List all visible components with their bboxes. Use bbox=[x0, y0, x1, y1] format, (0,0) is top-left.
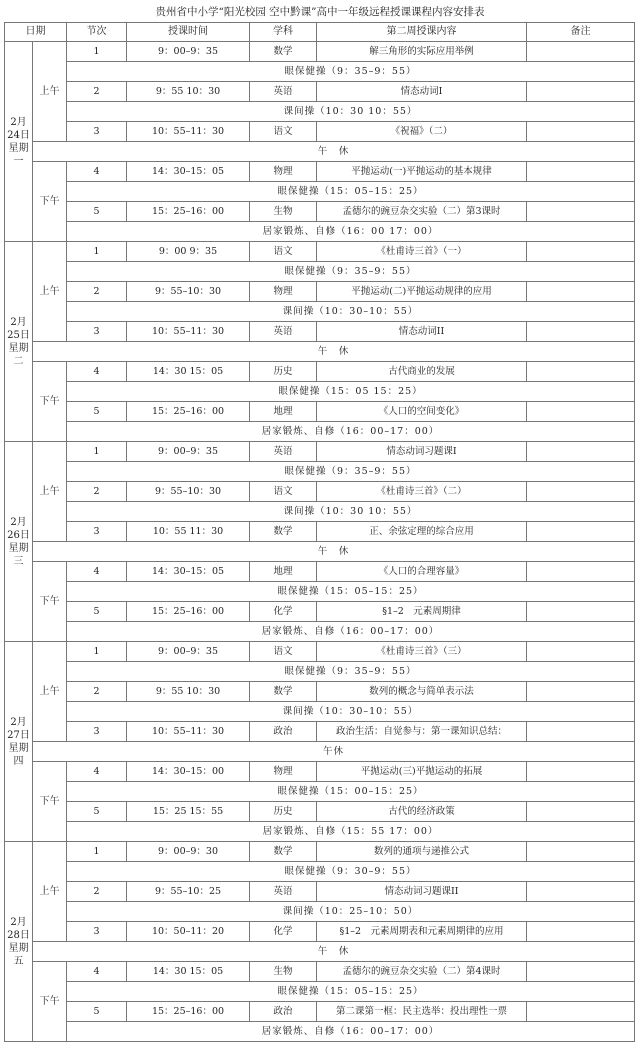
noon-row bbox=[5, 742, 635, 762]
lesson-row bbox=[5, 282, 635, 302]
subject-cell: 语文 bbox=[250, 482, 317, 502]
break-cell: 眼保健操（9：35–9：55） bbox=[67, 462, 635, 482]
subject-cell: 英语 bbox=[250, 322, 317, 342]
subject-cell: 英语 bbox=[250, 882, 317, 902]
lesson-row bbox=[5, 242, 635, 262]
period-cell: 4 bbox=[67, 762, 127, 782]
remark-cell bbox=[527, 922, 635, 942]
time-cell: 9：00–9：35 bbox=[127, 642, 250, 662]
period-cell: 4 bbox=[67, 162, 127, 182]
period-cell: 1 bbox=[67, 242, 127, 262]
remark-cell bbox=[527, 522, 635, 542]
break-row bbox=[5, 702, 635, 722]
lesson-row bbox=[5, 82, 635, 102]
break-cell: 眼保健操（9：30–9：55） bbox=[67, 862, 635, 882]
time-cell: 9：55 10：30 bbox=[127, 682, 250, 702]
period-cell: 3 bbox=[67, 122, 127, 142]
content-cell: 情态动词I bbox=[317, 82, 527, 102]
header-time: 授课时间 bbox=[127, 23, 250, 42]
content-cell: 《杜甫诗三首》（二） bbox=[317, 482, 527, 502]
lesson-row bbox=[5, 522, 635, 542]
content-cell: 正、余弦定理的综合应用 bbox=[317, 522, 527, 542]
afternoon-label: 下午 bbox=[33, 362, 67, 442]
subject-cell: 地理 bbox=[250, 562, 317, 582]
noon-break-cell: 午休 bbox=[33, 742, 635, 762]
lesson-row bbox=[5, 42, 635, 62]
period-cell: 3 bbox=[67, 522, 127, 542]
time-cell: 14：30–15：00 bbox=[127, 762, 250, 782]
remark-cell bbox=[527, 802, 635, 822]
remark-cell bbox=[527, 282, 635, 302]
time-cell: 10：55–11：30 bbox=[127, 722, 250, 742]
content-cell: 数列的概念与简单表示法 bbox=[317, 682, 527, 702]
header-date: 日期 bbox=[5, 23, 67, 42]
subject-cell: 语文 bbox=[250, 242, 317, 262]
break-cell: 眼保健操（9：35–9：55） bbox=[67, 62, 635, 82]
period-cell: 1 bbox=[67, 42, 127, 62]
time-cell: 9：00–9：35 bbox=[127, 442, 250, 462]
remark-cell bbox=[527, 162, 635, 182]
break-cell: 眼保健操（15：05–15：25） bbox=[67, 982, 635, 1002]
subject-cell: 数学 bbox=[250, 522, 317, 542]
time-cell: 9：55–10：30 bbox=[127, 282, 250, 302]
content-cell: 《人口的合理容量》 bbox=[317, 562, 527, 582]
lesson-row bbox=[5, 162, 635, 182]
subject-cell: 数学 bbox=[250, 682, 317, 702]
subject-cell: 语文 bbox=[250, 642, 317, 662]
subject-cell: 语文 bbox=[250, 122, 317, 142]
break-cell: 眼保健操（9：35–9：55） bbox=[67, 662, 635, 682]
header-content: 第二周授课内容 bbox=[317, 23, 527, 42]
content-cell: 情态动词II bbox=[317, 322, 527, 342]
break-cell: 课间操（10：30 10：55） bbox=[67, 502, 635, 522]
break-cell: 居家锻炼、自修（16：00–17：00） bbox=[67, 622, 635, 642]
time-cell: 10：50–11：20 bbox=[127, 922, 250, 942]
remark-cell bbox=[527, 322, 635, 342]
content-cell: 情态动词习题课II bbox=[317, 882, 527, 902]
break-row bbox=[5, 222, 635, 242]
remark-cell bbox=[527, 402, 635, 422]
break-row bbox=[5, 782, 635, 802]
period-cell: 2 bbox=[67, 282, 127, 302]
period-cell: 3 bbox=[67, 322, 127, 342]
remark-cell bbox=[527, 842, 635, 862]
break-row bbox=[5, 662, 635, 682]
content-cell: 《杜甫诗三首》（三） bbox=[317, 642, 527, 662]
date-cell: 2月28日 星期五 bbox=[5, 842, 33, 1042]
break-row bbox=[5, 182, 635, 202]
header-period: 节次 bbox=[67, 23, 127, 42]
period-cell: 1 bbox=[67, 442, 127, 462]
noon-row bbox=[5, 342, 635, 362]
period-cell: 5 bbox=[67, 602, 127, 622]
break-row bbox=[5, 382, 635, 402]
noon-break-cell: 午 休 bbox=[33, 142, 635, 162]
break-cell: 课间操（10：25–10：50） bbox=[67, 902, 635, 922]
break-cell: 课间操（10：30–10：55） bbox=[67, 302, 635, 322]
content-cell: 孟德尔的豌豆杂交实验（二）第3课时 bbox=[317, 202, 527, 222]
content-cell: 数列的通项与递推公式 bbox=[317, 842, 527, 862]
remark-cell bbox=[527, 962, 635, 982]
period-cell: 2 bbox=[67, 682, 127, 702]
remark-cell bbox=[527, 642, 635, 662]
noon-row bbox=[5, 942, 635, 962]
break-cell: 居家锻炼、自修（15：55 17：00） bbox=[67, 822, 635, 842]
break-row bbox=[5, 262, 635, 282]
period-cell: 5 bbox=[67, 1002, 127, 1022]
content-cell: 政治生活：自觉参与：第一课知识总结： bbox=[317, 722, 527, 742]
subject-cell: 物理 bbox=[250, 282, 317, 302]
lesson-row bbox=[5, 562, 635, 582]
remark-cell bbox=[527, 1002, 635, 1022]
subject-cell: 历史 bbox=[250, 802, 317, 822]
break-row bbox=[5, 982, 635, 1002]
break-row bbox=[5, 422, 635, 442]
subject-cell: 英语 bbox=[250, 82, 317, 102]
period-cell: 5 bbox=[67, 802, 127, 822]
lesson-row bbox=[5, 1002, 635, 1022]
lesson-row bbox=[5, 322, 635, 342]
time-cell: 9：55 10：30 bbox=[127, 82, 250, 102]
content-cell: 古代商业的发展 bbox=[317, 362, 527, 382]
break-row bbox=[5, 302, 635, 322]
lesson-row bbox=[5, 402, 635, 422]
lesson-row bbox=[5, 442, 635, 462]
time-cell: 15：25–16：00 bbox=[127, 602, 250, 622]
subject-cell: 政治 bbox=[250, 1002, 317, 1022]
page-title: 贵州省中小学“阳光校园 空中黔课”高中一年级远程授课课程内容安排表 bbox=[155, 6, 485, 18]
noon-break-cell: 午 休 bbox=[33, 342, 635, 362]
content-cell: 《祝福》（二） bbox=[317, 122, 527, 142]
time-cell: 9：00 9：35 bbox=[127, 242, 250, 262]
header-row bbox=[5, 23, 635, 42]
lesson-row bbox=[5, 482, 635, 502]
period-cell: 3 bbox=[67, 922, 127, 942]
lesson-row bbox=[5, 842, 635, 862]
content-cell: 情态动词习题课I bbox=[317, 442, 527, 462]
content-cell: §1–2 元素周期律 bbox=[317, 602, 527, 622]
subject-cell: 政治 bbox=[250, 722, 317, 742]
lesson-row bbox=[5, 682, 635, 702]
period-cell: 2 bbox=[67, 82, 127, 102]
subject-cell: 生物 bbox=[250, 962, 317, 982]
time-cell: 9：55–10：30 bbox=[127, 482, 250, 502]
lesson-row bbox=[5, 722, 635, 742]
period-cell: 1 bbox=[67, 842, 127, 862]
break-cell: 眼保健操（15：05–15：25） bbox=[67, 182, 635, 202]
period-cell: 4 bbox=[67, 562, 127, 582]
break-cell: 眼保健操（15：00–15：25） bbox=[67, 782, 635, 802]
remark-cell bbox=[527, 602, 635, 622]
noon-break-cell: 午 休 bbox=[33, 542, 635, 562]
content-cell: 平抛运动(三)平抛运动的拓展 bbox=[317, 762, 527, 782]
time-cell: 10：55 11：30 bbox=[127, 522, 250, 542]
date-cell: 2月25日 星期二 bbox=[5, 242, 33, 442]
remark-cell bbox=[527, 442, 635, 462]
lesson-row bbox=[5, 802, 635, 822]
remark-cell bbox=[527, 682, 635, 702]
date-cell: 2月26日 星期三 bbox=[5, 442, 33, 642]
time-cell: 9：55–10：25 bbox=[127, 882, 250, 902]
break-row bbox=[5, 462, 635, 482]
lesson-row bbox=[5, 962, 635, 982]
remark-cell bbox=[527, 202, 635, 222]
time-cell: 14：30–15：05 bbox=[127, 562, 250, 582]
noon-row bbox=[5, 542, 635, 562]
period-cell: 1 bbox=[67, 642, 127, 662]
time-cell: 10：55–11：30 bbox=[127, 122, 250, 142]
subject-cell: 物理 bbox=[250, 762, 317, 782]
remark-cell bbox=[527, 242, 635, 262]
remark-cell bbox=[527, 762, 635, 782]
subject-cell: 数学 bbox=[250, 842, 317, 862]
time-cell: 9：00–9：35 bbox=[127, 42, 250, 62]
afternoon-label: 下午 bbox=[33, 162, 67, 242]
date-cell: 2月24日 星期一 bbox=[5, 42, 33, 242]
break-cell: 居家锻炼、自修（16：00–17：00） bbox=[67, 1022, 635, 1042]
lesson-row bbox=[5, 122, 635, 142]
remark-cell bbox=[527, 482, 635, 502]
period-cell: 5 bbox=[67, 402, 127, 422]
break-row bbox=[5, 62, 635, 82]
schedule-table bbox=[4, 22, 635, 1042]
break-cell: 眼保健操（15：05 15：25） bbox=[67, 382, 635, 402]
lesson-row bbox=[5, 922, 635, 942]
break-cell: 居家锻炼、自修（16：00 17：00） bbox=[67, 222, 635, 242]
period-cell: 3 bbox=[67, 722, 127, 742]
subject-cell: 英语 bbox=[250, 442, 317, 462]
break-row bbox=[5, 502, 635, 522]
date-cell: 2月27日 星期四 bbox=[5, 642, 33, 842]
time-cell: 15：25–16：00 bbox=[127, 402, 250, 422]
time-cell: 14：30 15：05 bbox=[127, 362, 250, 382]
remark-cell bbox=[527, 42, 635, 62]
subject-cell: 物理 bbox=[250, 162, 317, 182]
period-cell: 4 bbox=[67, 362, 127, 382]
content-cell: 解三角形的实际应用举例 bbox=[317, 42, 527, 62]
time-cell: 14：30 15：05 bbox=[127, 962, 250, 982]
lesson-row bbox=[5, 762, 635, 782]
break-cell: 眼保健操（9：35–9：55） bbox=[67, 262, 635, 282]
content-cell: 古代的经济政策 bbox=[317, 802, 527, 822]
break-row bbox=[5, 862, 635, 882]
period-cell: 5 bbox=[67, 202, 127, 222]
afternoon-label: 下午 bbox=[33, 962, 67, 1042]
time-cell: 15：25 15：55 bbox=[127, 802, 250, 822]
afternoon-label: 下午 bbox=[33, 762, 67, 842]
subject-cell: 化学 bbox=[250, 602, 317, 622]
break-cell: 居家锻炼、自修（16：00–17：00） bbox=[67, 422, 635, 442]
content-cell: §1–2 元素周期表和元素周期律的应用 bbox=[317, 922, 527, 942]
break-row bbox=[5, 902, 635, 922]
time-cell: 15：25–16：00 bbox=[127, 202, 250, 222]
break-row bbox=[5, 822, 635, 842]
subject-cell: 历史 bbox=[250, 362, 317, 382]
period-cell: 2 bbox=[67, 882, 127, 902]
time-cell: 9：00–9：30 bbox=[127, 842, 250, 862]
noon-break-cell: 午 休 bbox=[33, 942, 635, 962]
morning-label: 上午 bbox=[33, 42, 67, 142]
content-cell: 《杜甫诗三首》（一） bbox=[317, 242, 527, 262]
noon-row bbox=[5, 142, 635, 162]
subject-cell: 数学 bbox=[250, 42, 317, 62]
remark-cell bbox=[527, 562, 635, 582]
subject-cell: 地理 bbox=[250, 402, 317, 422]
remark-cell bbox=[527, 722, 635, 742]
period-cell: 4 bbox=[67, 962, 127, 982]
break-row bbox=[5, 622, 635, 642]
break-row bbox=[5, 1022, 635, 1042]
remark-cell bbox=[527, 122, 635, 142]
time-cell: 15：25–16：00 bbox=[127, 1002, 250, 1022]
break-cell: 课间操（10：30–10：55） bbox=[67, 702, 635, 722]
lesson-row bbox=[5, 602, 635, 622]
period-cell: 2 bbox=[67, 482, 127, 502]
morning-label: 上午 bbox=[33, 442, 67, 542]
break-cell: 眼保健操（15：05–15：25） bbox=[67, 582, 635, 602]
lesson-row bbox=[5, 882, 635, 902]
morning-label: 上午 bbox=[33, 842, 67, 942]
lesson-row bbox=[5, 642, 635, 662]
subject-cell: 生物 bbox=[250, 202, 317, 222]
morning-label: 上午 bbox=[33, 642, 67, 742]
morning-label: 上午 bbox=[33, 242, 67, 342]
lesson-row bbox=[5, 202, 635, 222]
subject-cell: 化学 bbox=[250, 922, 317, 942]
time-cell: 10：55–11：30 bbox=[127, 322, 250, 342]
remark-cell bbox=[527, 882, 635, 902]
header-remark: 备注 bbox=[527, 23, 635, 42]
break-row bbox=[5, 102, 635, 122]
break-cell: 课间操（10：30 10：55） bbox=[67, 102, 635, 122]
break-row bbox=[5, 582, 635, 602]
content-cell: 平抛运动(一)平抛运动的基本规律 bbox=[317, 162, 527, 182]
lesson-row bbox=[5, 362, 635, 382]
afternoon-label: 下午 bbox=[33, 562, 67, 642]
content-cell: 平抛运动(二)平抛运动规律的应用 bbox=[317, 282, 527, 302]
content-cell: 《人口的空间变化》 bbox=[317, 402, 527, 422]
header-subject: 学科 bbox=[250, 23, 317, 42]
content-cell: 孟德尔的豌豆杂交实验（二）第4课时 bbox=[317, 962, 527, 982]
remark-cell bbox=[527, 362, 635, 382]
time-cell: 14：30–15：05 bbox=[127, 162, 250, 182]
content-cell: 第二课第一框：民主选举：投出理性一票 bbox=[317, 1002, 527, 1022]
remark-cell bbox=[527, 82, 635, 102]
